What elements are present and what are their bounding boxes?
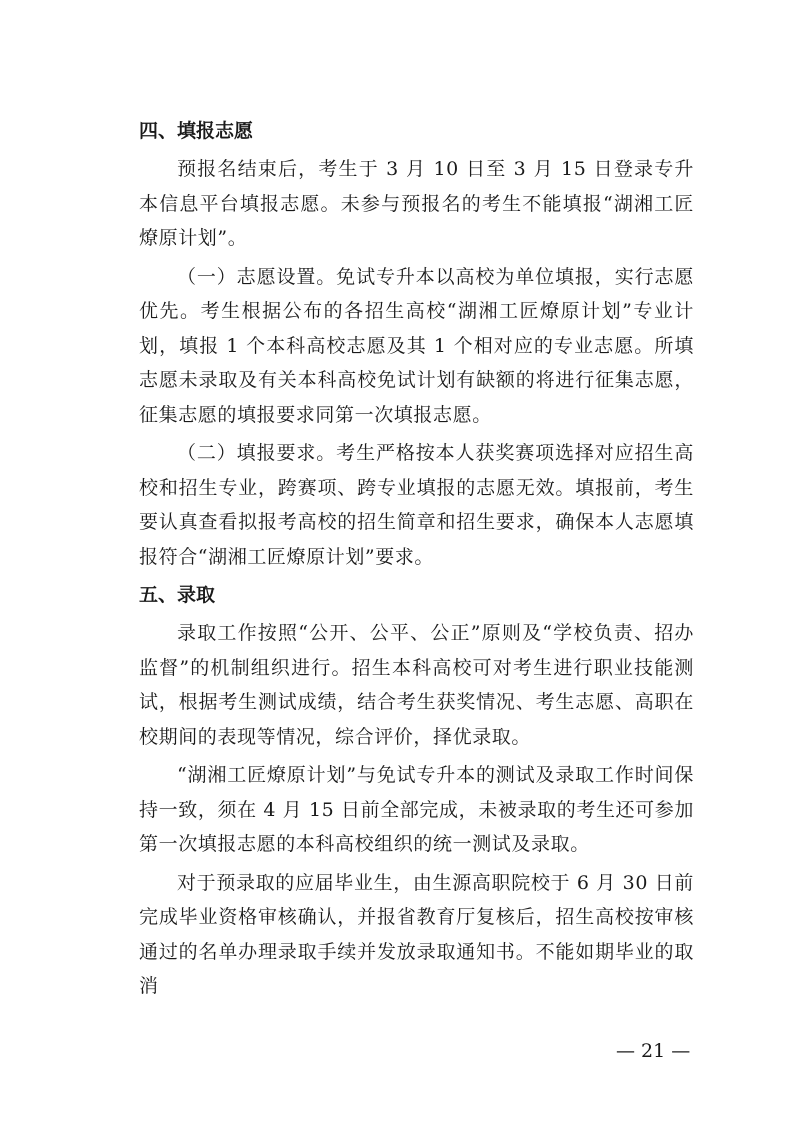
section-heading-admission: 五、录取	[139, 584, 216, 606]
paragraph-filling-requirements	[139, 436, 694, 574]
section-heading-fill-preferences: 四、填报志愿	[139, 120, 254, 142]
paragraph-preference-setting	[139, 260, 694, 433]
paragraph-pre-registration: 预报名结束后，考生于 3 月 10 日至 3 月 15 日登录专升本信息平台填报志愿。未参与预报名的考生不能填报“湖湘工匠燎原计划”。	[139, 158, 694, 249]
document-body	[139, 114, 694, 1008]
subsection-label-preference-setting: （一）志愿设置。	[177, 265, 337, 288]
subsection-label-filling-requirements: （二）填报要求。	[177, 442, 337, 464]
paragraph-admission-timeline: “湖湘工匠燎原计划”与免试专升本的测试及录取工作时间保持一致，须在 4 月 15 日前全部完成，未被录取的考生还可参加第一次填报志愿的本科高校组织的统一测试及录取。	[139, 764, 694, 855]
paragraph-admission-principles: 录取工作按照“公开、公平、公正”原则及“学校负责、招办监督”的机制组织进行。招生本科高校可对考生进行职业技能测试，根据考生测试成绩，结合考生获奖情况、考生志愿、高职在校期间的表现等情况，综合评价，择优录取。	[139, 622, 694, 748]
subsection-text-preference-setting: 免试专升本以高校为单位填报，实行志愿优先。考生根据公布的各招生高校“湖湘工匠燎原计划”专业计划，填报 1 个本科高校志愿及其 1 个相对应的专业志愿。所填志愿未录取及有关本科高校免试计划有缺额的将进行征集志愿，征集志愿的填报要求同第一次填报志愿。	[139, 265, 694, 426]
paragraph-graduate-verification: 对于预录取的应届毕业生，由生源高职院校于 6 月 30 日前完成毕业资格审核确认，并报省教育厅复核后，招生高校按审核通过的名单办理录取手续并发放录取通知书。不能如期毕业的取消	[139, 871, 694, 997]
subsection-text-filling-requirements: 考生严格按本人获奖赛项选择对应招生高校和招生专业，跨赛项、跨专业填报的志愿无效。填报前，考生要认真查看拟报考高校的招生简章和招生要求，确保本人志愿填报符合“湖湘工匠燎原计划”要求。	[139, 442, 694, 568]
page-number: — 21 —	[616, 1040, 691, 1062]
